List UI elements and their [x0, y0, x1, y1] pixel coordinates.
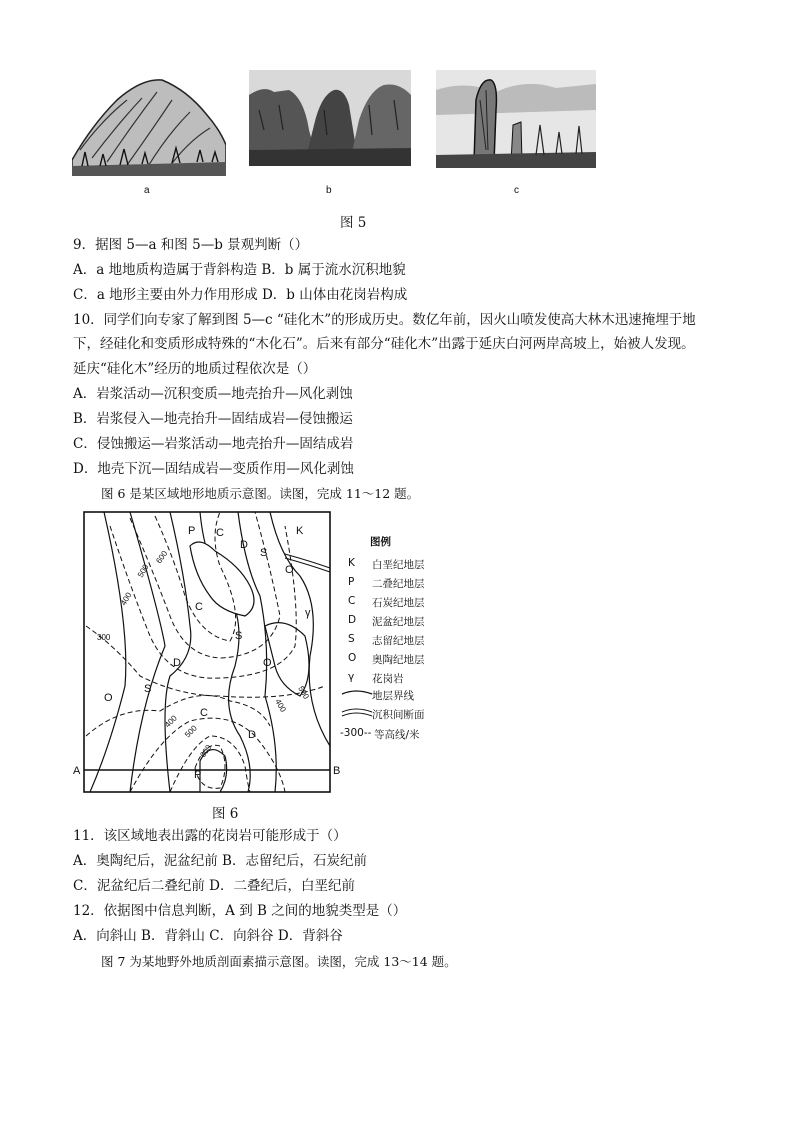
- legend-text-p: 二叠纪地层: [372, 578, 425, 590]
- legend-code-contour: -300--: [340, 727, 372, 739]
- map-label-gamma: γ: [305, 607, 311, 619]
- contour-label-500-bot: 500: [183, 723, 199, 740]
- legend-text-contour: 等高线/米: [374, 729, 420, 741]
- contour-label-400-top: 400: [118, 590, 134, 607]
- legend-code-k: K: [348, 557, 355, 569]
- contour-label-500-top: 500: [135, 562, 151, 579]
- map-label-p-bot: P: [194, 769, 202, 781]
- figure6-caption: 图 6: [212, 806, 239, 822]
- map-label-p-top: P: [188, 525, 196, 537]
- figure6-intro: 图 6 是某区域地形地质示意图。读图，完成 11～12 题。: [101, 486, 420, 501]
- map-label-s-left: S: [144, 683, 152, 695]
- legend-code-gamma: γ: [348, 671, 355, 683]
- q10-option-a: A．岩浆活动—沉积变质—地壳抬升—风化剥蚀: [73, 386, 353, 402]
- legend-code-c: C: [348, 595, 356, 607]
- photo-c-label: c: [514, 185, 519, 196]
- q12-stem: 12．依据图中信息判断，A 到 B 之间的地貌类型是（）: [73, 903, 407, 919]
- figure5-caption: 图 5: [340, 215, 367, 231]
- legend-code-p: P: [348, 576, 355, 588]
- legend-title: 图例: [370, 536, 391, 548]
- legend-text-s: 志留纪地层: [372, 635, 425, 647]
- figure5-photo-b: [249, 70, 411, 166]
- map-label-c-top: C: [216, 527, 224, 539]
- q10-stem-line2: 下，经硅化和变质形成特殊的“木化石”。后来有部分“硅化木”出露于延庆白河两岸高坡上，始被人发现。: [73, 336, 695, 352]
- map-label-c-mid: C: [195, 601, 203, 613]
- legend-code-d: D: [348, 614, 357, 626]
- map-label-k: K: [296, 525, 304, 537]
- q12-options: A．向斜山 B．背斜山 C．向斜谷 D．背斜谷: [73, 928, 343, 944]
- legend-text-d: 泥盆纪地层: [372, 616, 425, 628]
- legend-text-o: 奥陶纪地层: [372, 654, 425, 666]
- legend-code-s: S: [348, 633, 355, 645]
- map-label-d-bot: D: [248, 729, 256, 741]
- contour-label-400-right: 400: [273, 697, 288, 714]
- map-label-s-mid: S: [235, 630, 243, 642]
- q9-options-cd: C．a 地形主要由外力作用形成 D．b 山体由花岗岩构成: [73, 287, 408, 303]
- q11-options-cd: C．泥盆纪后二叠纪前 D．二叠纪后，白垩纪前: [73, 878, 355, 894]
- legend-text-granite: 花岗岩: [372, 673, 404, 685]
- contour-label-400-bot: 400: [163, 713, 179, 730]
- map-label-o-mid: O: [263, 657, 272, 669]
- contour-label-500-right: 500: [296, 684, 311, 701]
- legend-text-boundary: 地层界线: [372, 690, 414, 702]
- legend-text-c: 石炭纪地层: [372, 597, 425, 609]
- map-label-o-top: O: [285, 564, 294, 576]
- figure6-map: [70, 506, 355, 796]
- q9-options-ab: A．a 地地质构造属于背斜构造 B．b 属于流水沉积地貌: [73, 262, 406, 278]
- map-label-o-left: O: [104, 692, 113, 704]
- legend-text-k: 白垩纪地层: [372, 559, 425, 571]
- q10-option-c: C．侵蚀搬运—岩浆活动—地壳抬升—固结成岩: [73, 436, 354, 452]
- q11-options-ab: A．奥陶纪后，泥盆纪前 B．志留纪后，石炭纪前: [73, 853, 367, 869]
- contour-label-600-top: 600: [154, 549, 170, 566]
- map-label-s-top: S: [260, 547, 268, 559]
- map-label-d-mid: D: [173, 657, 181, 669]
- contour-label-300: 300: [97, 633, 111, 642]
- figure5-photo-c: [436, 70, 596, 168]
- map-label-b: B: [333, 765, 341, 777]
- photo-a-label: a: [144, 185, 150, 196]
- legend-text-unconformity: 沉积间断面: [372, 709, 425, 721]
- map-label-a: A: [73, 765, 81, 777]
- q10-option-b: B．岩浆侵入—地壳抬升—固结成岩—侵蚀搬运: [73, 411, 353, 427]
- legend-line-symbols: [340, 688, 374, 728]
- q11-stem: 11．该区域地表出露的花岗岩可能形成于（）: [73, 828, 347, 844]
- photo-b-label: b: [326, 185, 332, 196]
- figure5-photo-a: [72, 70, 226, 176]
- legend-code-o: O: [348, 652, 357, 664]
- q9-stem: 9．据图 5—a 和图 5—b 景观判断（）: [73, 237, 309, 253]
- contour-label-600-bot: 600: [198, 743, 214, 760]
- q10-option-d: D．地壳下沉—固结成岩—变质作用—风化剥蚀: [73, 461, 354, 477]
- map-label-c-bot: C: [200, 707, 208, 719]
- q10-stem-line3: 延庆“硅化木”经历的地质过程依次是（）: [73, 361, 317, 377]
- figure7-intro: 图 7 为某地野外地质剖面素描示意图。读图，完成 13～14 题。: [101, 954, 457, 969]
- map-label-d-top: D: [240, 539, 248, 551]
- q10-stem-line1: 10．同学们向专家了解到图 5—c “硅化木”的形成历史。数亿年前，因火山喷发使高大林木迅速掩埋于地: [73, 312, 696, 328]
